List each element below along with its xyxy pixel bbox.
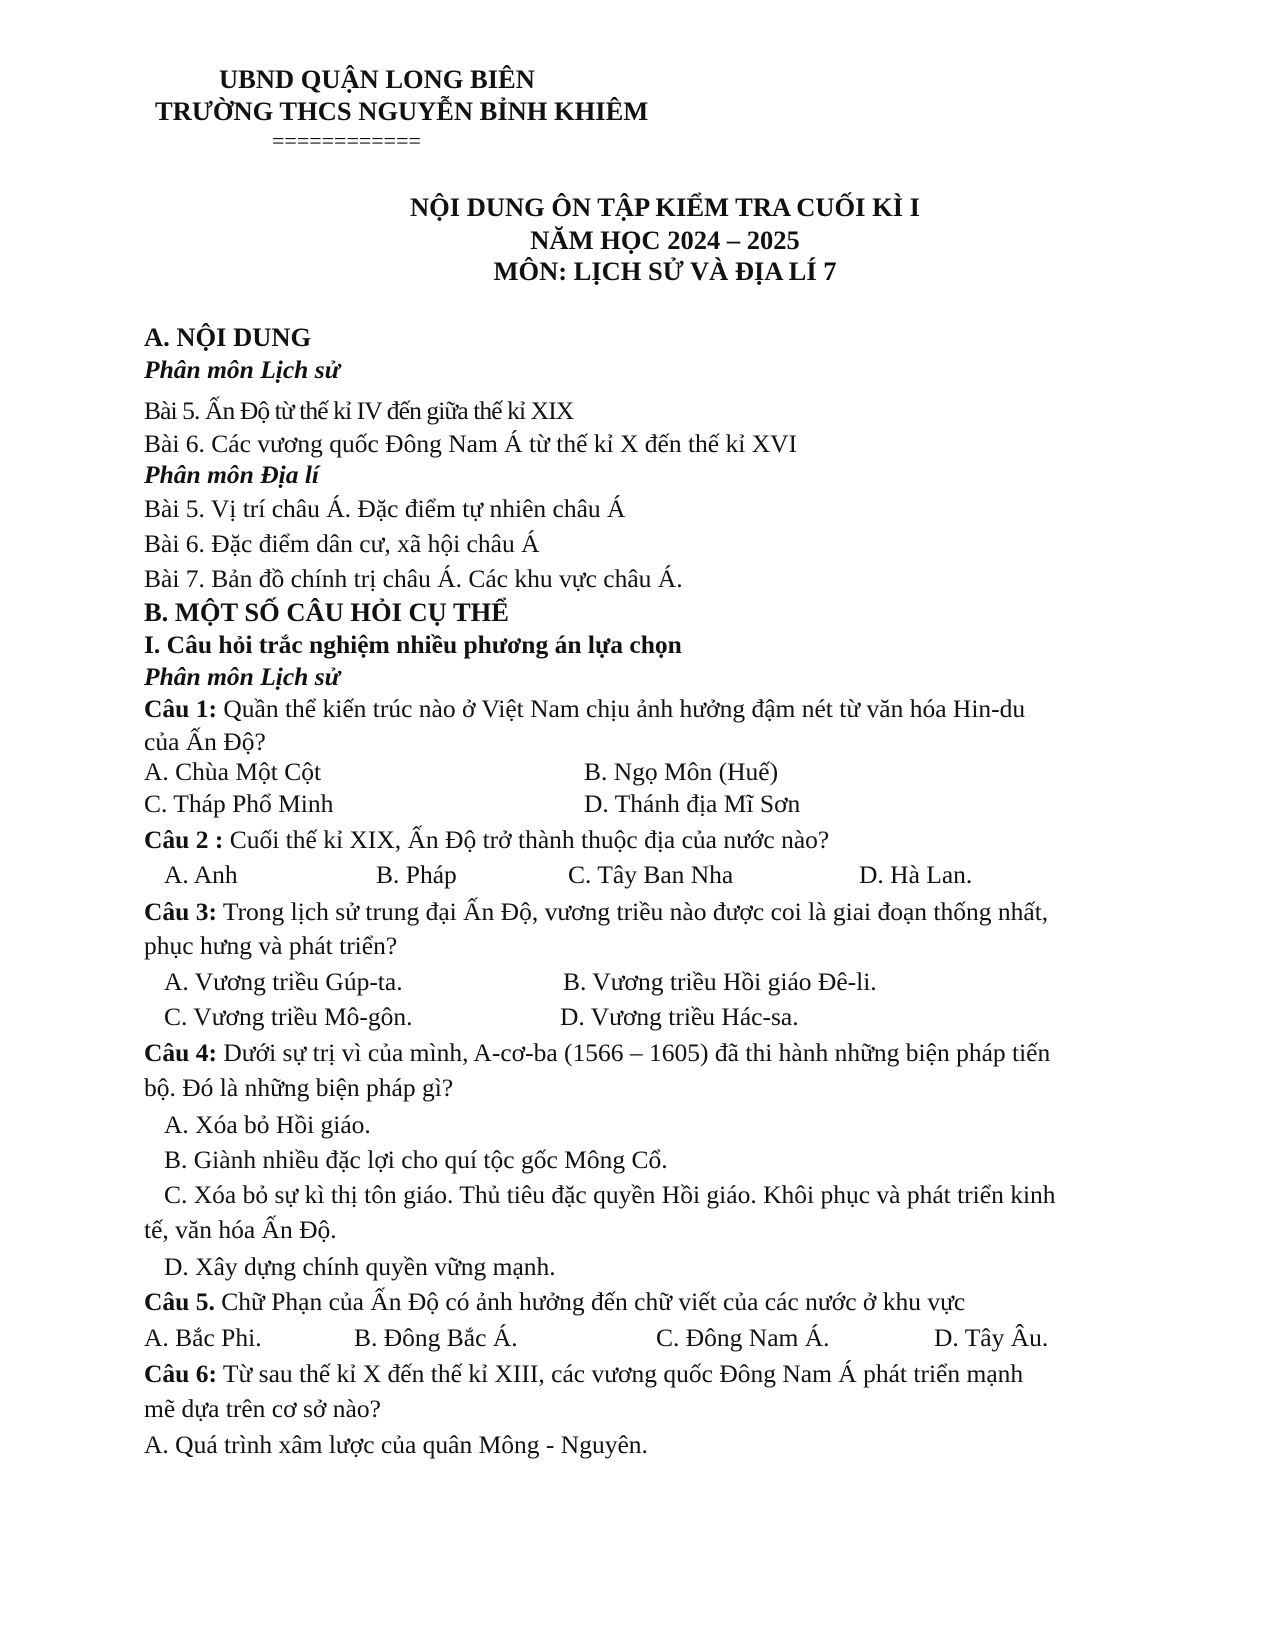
header-org: UBND QUẬN LONG BIÊN (219, 64, 535, 94)
answer-option: C. Tây Ban Nha (568, 860, 734, 889)
answer-option: A. Vương triều Gúp-ta. (164, 967, 403, 996)
question-text-continued: phục hưng và phát triển? (144, 931, 398, 960)
history-lesson-item: Bài 6. Các vương quốc Đông Nam Á từ thế kỉ X đến thế kỉ XVI (144, 429, 798, 458)
geography-lesson-item: Bài 6. Đặc điểm dân cư, xã hội châu Á (144, 529, 540, 558)
history-lesson-item: Bài 5. Ấn Độ từ thế kỉ IV đến giữa thế kỉ XIX (144, 396, 574, 425)
question-text: Dưới sự trị vì của mình, A-cơ-ba (1566 – 1605) đã thi hành những biện pháp tiến (216, 1038, 1051, 1067)
question-label: Câu 5. (144, 1287, 215, 1316)
question-text-continued: mẽ dựa trên cơ sở nào? (144, 1394, 381, 1423)
question-label: Câu 1: (144, 694, 217, 723)
geography-subject-heading: Phân môn Địa lí (144, 460, 320, 489)
header-school: TRƯỜNG THCS NGUYỄN BỈNH KHIÊM (155, 96, 649, 126)
section-a-heading: A. NỘI DUNG (144, 322, 312, 352)
history-subject-heading: Phân môn Lịch sử (144, 355, 340, 384)
answer-option: A. Chùa Một Cột (144, 757, 322, 786)
answer-option: A. Bắc Phi. (144, 1323, 262, 1352)
question-label: Câu 6: (144, 1359, 217, 1388)
answer-option: C. Tháp Phổ Minh (144, 789, 334, 818)
question-label: Câu 3: (144, 897, 217, 926)
question-text: Chữ Phạn của Ấn Độ có ảnh hưởng đến chữ viết của các nước ở khu vực (214, 1287, 966, 1316)
answer-option: A. Anh (164, 860, 238, 889)
answer-option: D. Thánh địa Mĩ Sơn (584, 789, 801, 818)
question-label: Câu 2 : (144, 825, 224, 854)
question-text: Cuối thế kỉ XIX, Ấn Độ trở thành thuộc địa của nước nào? (223, 825, 830, 854)
answer-option: B. Pháp (376, 860, 457, 889)
section-b-heading: B. MỘT SỐ CÂU HỎI CỤ THỂ (144, 597, 509, 627)
question-text: Trong lịch sử trung đại Ấn Độ, vương triều nào được coi là giai đoạn thống nhất, (216, 897, 1049, 926)
question-6 (144, 1359, 1023, 1389)
question-label: Câu 4: (144, 1038, 217, 1067)
title-line-3: MÔN: LỊCH SỬ VÀ ĐỊA LÍ 7 (493, 256, 837, 286)
answer-option: D. Vương triều Hác-sa. (560, 1002, 799, 1031)
question-text: Từ sau thế kỉ X đến thế kỉ XIII, các vương quốc Đông Nam Á phát triển mạnh (216, 1359, 1024, 1388)
question-text-continued: bộ. Đó là những biện pháp gì? (144, 1073, 454, 1102)
answer-option: C. Xóa bỏ sự kì thị tôn giáo. Thủ tiêu đặc quyền Hồi giáo. Khôi phục và phát triển kinh (164, 1180, 1056, 1209)
title-line-2: NĂM HỌC 2024 – 2025 (530, 225, 800, 255)
answer-option: C. Vương triều Mô-gôn. (164, 1002, 413, 1031)
answer-option: D. Tây Âu. (934, 1323, 1049, 1352)
geography-lesson-item: Bài 5. Vị trí châu Á. Đặc điểm tự nhiên châu Á (144, 494, 626, 523)
part-1-heading: I. Câu hỏi trắc nghiệm nhiều phương án lựa chọn (144, 630, 682, 659)
question-text: Quần thể kiến trúc nào ở Việt Nam chịu ảnh hưởng đậm nét từ văn hóa Hin-du (216, 694, 1026, 723)
title-line-1: NỘI DUNG ÔN TẬP KIỂM TRA CUỐI KÌ I (410, 192, 920, 222)
geography-lesson-item: Bài 7. Bản đồ chính trị châu Á. Các khu vực châu Á. (144, 564, 683, 593)
header-separator: ============ (272, 128, 421, 153)
answer-option: B. Vương triều Hồi giáo Đê-li. (563, 967, 877, 996)
answer-option: C. Đông Nam Á. (656, 1323, 830, 1352)
question-5 (144, 1287, 965, 1317)
question-3 (144, 897, 1048, 927)
question-1 (144, 694, 1025, 724)
answer-option-continued: tế, văn hóa Ấn Độ. (144, 1215, 337, 1244)
answer-option: B. Đông Bắc Á. (354, 1323, 518, 1352)
question-text-continued: của Ấn Độ? (144, 727, 266, 756)
answer-option: B. Giành nhiều đặc lợi cho quí tộc gốc Mông Cổ. (164, 1145, 668, 1174)
answer-option: A. Xóa bỏ Hồi giáo. (164, 1110, 371, 1139)
question-2 (144, 825, 829, 855)
answer-option: D. Xây dựng chính quyền vững mạnh. (164, 1252, 556, 1281)
answer-option: D. Hà Lan. (859, 860, 973, 889)
question-4 (144, 1038, 1050, 1068)
answer-option: B. Ngọ Môn (Huế) (584, 757, 779, 786)
answer-option: A. Quá trình xâm lược của quân Mông - Nguyên. (144, 1430, 648, 1459)
history-subject-heading: Phân môn Lịch sử (144, 662, 340, 691)
